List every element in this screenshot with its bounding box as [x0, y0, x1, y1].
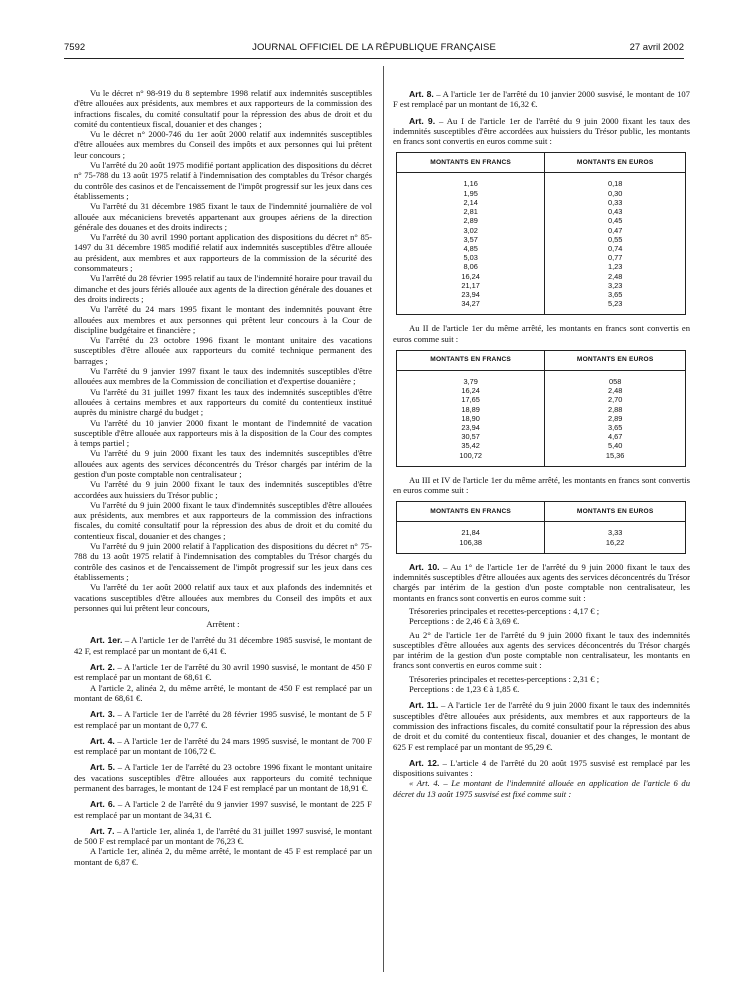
paragraph-iii: Au III et IV de l'article 1er du même arrêté, les montants en francs sont convertis en euros comme suit : — [393, 474, 690, 496]
article-label: Art. 7. — [90, 825, 115, 836]
visa-paragraph: Vu l'arrêté du 20 août 1975 modifié portant application des dispositions du décret n° 75-788 du 13 août 1975 relatif à l'indemnisation des comptables du Trésor chargés du contrôle des casinos et de l'encaissement de l'impôt progressif sur les jeux dans ces établissements ; — [74, 160, 372, 201]
table-row — [397, 173, 686, 189]
page-header — [64, 42, 684, 56]
amount-francs-cell: 21,17 — [397, 281, 545, 290]
table-row — [397, 198, 686, 207]
visa-paragraph: Vu l'arrêté du 31 décembre 1985 fixant le taux de l'indemnité journalière de vol allouée aux mécaniciens brevetés appartenant aux groupes aériens de la direction générale des douanes et des droits indirects ; — [74, 201, 372, 232]
table-row — [397, 272, 686, 281]
amount-euros-cell: 2,48 — [545, 272, 686, 281]
article-paragraph — [74, 683, 372, 704]
conversion-table-1 — [396, 152, 686, 315]
table-row — [397, 281, 686, 290]
amount-francs-cell: 2,89 — [397, 216, 545, 225]
amount-francs-cell: 34,27 — [397, 299, 545, 315]
amount-francs-cell: 30,57 — [397, 432, 545, 441]
article-9 — [393, 116, 690, 147]
amount-francs-cell: 1,95 — [397, 189, 545, 198]
article-12-label: Art. 12. — [409, 757, 440, 768]
amount-euros-cell: 5,23 — [545, 299, 686, 315]
table-row — [397, 395, 686, 404]
article-paragraph — [74, 635, 372, 656]
article-label: Art. 4. — [90, 735, 115, 746]
table-row — [397, 423, 686, 432]
amount-francs-cell: 16,24 — [397, 386, 545, 395]
amount-euros-cell: 0,30 — [545, 189, 686, 198]
column-divider — [383, 66, 384, 972]
table-row — [397, 299, 686, 315]
article-12 — [393, 758, 690, 779]
amount-euros-cell: 0,33 — [545, 198, 686, 207]
art10-paragraph-2: Au 2° de l'article 1er de l'arrêté du 9 juin 2000 fixant le taux des indemnités susceptibles d'être allouées aux agents des services déconcentrés du Trésor chargés par intérim de la gestion d'un poste comptable non centralisateur, les montants en francs sont convertis en euros comme suit : — [393, 629, 690, 671]
amount-euros-cell: 3,65 — [545, 290, 686, 299]
amount-francs-cell: 106,38 — [397, 538, 545, 554]
amount-francs-cell: 8,06 — [397, 262, 545, 271]
amount-euros-cell: 0,55 — [545, 235, 686, 244]
amount-euros-cell: 0,45 — [545, 216, 686, 225]
paragraph-ii: Au II de l'article 1er du même arrêté, les montants en francs sont convertis en euros comme suit : — [393, 323, 690, 344]
article-12-text: – L'article 4 de l'arrêté du 20 août 1975 susvisé est remplacé par les dispositions suivantes : — [393, 757, 690, 779]
visas-list — [74, 88, 372, 613]
visa-paragraph: Vu le décret n° 2000-746 du 1er août 2000 relatif aux indemnités susceptibles d'être allouées aux membres du Conseil des impôts et aux personnes qui lui prêtent leur concours ; — [74, 129, 372, 160]
table-row — [397, 441, 686, 450]
amount-francs-cell: 23,94 — [397, 423, 545, 432]
table-header-francs: MONTANTS EN FRANCS — [397, 153, 545, 173]
right-column — [393, 89, 690, 799]
table-row — [397, 432, 686, 441]
visa-paragraph: Vu le décret n° 98-919 du 8 septembre 1998 relatif aux indemnités susceptibles d'être allouées aux présidents, aux membres et aux rapporteurs de la commission des infractions fiscales, du comité consultatif pour la répression des abus de droit et du comité du contentieux fiscal, douanier et des changes ; — [74, 88, 372, 129]
amount-euros-cell: 2,88 — [545, 405, 686, 414]
amount-euros-cell: 0,77 — [545, 253, 686, 262]
table-row — [397, 262, 686, 271]
amount-euros-cell: 058 — [545, 370, 686, 386]
table-row — [397, 386, 686, 395]
publication-date: 27 avril 2002 — [629, 42, 684, 53]
article-label: Art. 3. — [90, 709, 115, 720]
amount-euros-cell: 0,47 — [545, 226, 686, 235]
amount-francs-cell: 100,72 — [397, 451, 545, 467]
amount-francs-cell: 4,85 — [397, 244, 545, 253]
amount-euros-cell: 3,23 — [545, 281, 686, 290]
article-8-label: Art. 8. — [409, 89, 434, 99]
amount-euros-cell: 16,22 — [545, 538, 686, 554]
amount-francs-cell: 18,89 — [397, 405, 545, 414]
amount-euros-cell: 15,36 — [545, 451, 686, 467]
article-11 — [393, 700, 690, 751]
header-rule — [64, 58, 684, 59]
amount-francs-cell: 17,65 — [397, 395, 545, 404]
table-row — [397, 290, 686, 299]
article-paragraph — [74, 846, 372, 867]
table-row — [397, 253, 686, 262]
article-text: A l'article 1er, alinéa 2, du même arrêté, le montant de 45 F est remplacé par un montant de 6,87 €. — [74, 846, 372, 867]
article-paragraph — [74, 799, 372, 820]
table-header-francs: MONTANTS EN FRANCS — [397, 350, 545, 370]
article-paragraph — [74, 709, 372, 730]
visa-paragraph: Vu l'arrêté du 9 juin 2000 relatif à l'application des dispositions du décret n° 75-788 du 13 août 1975 relatif à l'indemnisation des comptables du Trésor chargés du contrôle des casinos et de l'encaissement de l'impôt progressif sur les jeux dans ces établissements ; — [74, 541, 372, 582]
amount-euros-cell: 0,74 — [545, 244, 686, 253]
table-header-euros: MONTANTS EN EUROS — [545, 502, 686, 522]
visa-paragraph: Vu l'arrêté du 28 février 1995 relatif au taux de l'indemnité horaire pour travail du dimanche et des jours fériés allouée aux agents de la direction générale des douanes et des droits indirects ; — [74, 273, 372, 304]
amount-euros-cell: 5,40 — [545, 441, 686, 450]
article-paragraph — [74, 826, 372, 847]
table-row — [397, 538, 686, 554]
article-label: Art. 1er. — [90, 635, 123, 646]
amount-euros-cell: 2,89 — [545, 414, 686, 423]
amount-francs-cell: 3,02 — [397, 226, 545, 235]
articles-left — [74, 635, 372, 867]
amount-euros-cell: 2,48 — [545, 386, 686, 395]
article-text: – A l'article 1er de l'arrêté du 24 mars 1995 susvisé, le montant de 700 F est remplacé par un montant de 106,72 €. — [74, 735, 372, 757]
article-text: – A l'article 2 de l'arrêté du 9 janvier 1997 susvisé, le montant de 225 F est remplacé par un montant de 34,31 €. — [74, 799, 372, 820]
article-text: – A l'article 1er, alinéa 1, de l'arrêté du 31 juillet 1997 susvisé, le montant de 500 F est remplacé par un montant de 76,23 €. — [74, 825, 372, 847]
amount-francs-cell: 2,14 — [397, 198, 545, 207]
amount-euros-cell: 0,18 — [545, 173, 686, 189]
visa-paragraph: Vu l'arrêté du 9 juin 2000 fixant le taux d'indemnités susceptibles d'être allouées aux présidents, aux membres et aux rapporteurs de la commission des infractions fiscales, du comité consultatif pour la répression des abus de droit et du comité du contentieux fiscal, douanier et des changes ; — [74, 499, 372, 541]
arretent-heading: Arrêtent : — [206, 619, 240, 630]
table-row — [397, 370, 686, 386]
visa-paragraph: Vu l'arrêté du 31 juillet 1997 fixant les taux des indemnités susceptibles d'être allouées à certains membres et aux rapporteurs du comité du contentieux institué auprès du ministre chargé du budget ; — [74, 386, 372, 418]
amount-francs-cell: 5,03 — [397, 253, 545, 262]
amount-euros-cell: 3,65 — [545, 423, 686, 432]
conversion-table-2 — [396, 350, 686, 467]
visa-paragraph: Vu l'arrêté du 30 avril 1990 portant application des dispositions du décret n° 85-1497 du 31 décembre 1985 modifié relatif aux indemnités susceptibles d'être allouée au président, aux membres et aux rapporteurs de la commission de la sécurité des consommateurs ; — [74, 232, 372, 274]
article-label: Art. 6. — [90, 799, 116, 810]
amount-euros-cell: 3,33 — [545, 522, 686, 538]
journal-title: JOURNAL OFFICIEL DE LA RÉPUBLIQUE FRANÇAISE — [252, 42, 496, 53]
article-text: – A l'article 1er de l'arrêté du 31 décembre 1985 susvisé, le montant de 42 F, est remplacé par un montant de 6,41 €. — [74, 635, 372, 656]
amount-francs-cell: 35,42 — [397, 441, 545, 450]
article-10-text: – Au 1° de l'article 1er de l'arrêté du 9 juin 2000 fixant le taux des indemnités susceptibles d'être allouées aux agents des services déconcentrés du Trésor chargés par intérim de la gestion d'un poste comptable non centralisateur, les montants en francs sont convertis en euros comme suit : — [393, 561, 690, 603]
article-label: Art. 5. — [90, 762, 115, 773]
table-row — [397, 414, 686, 423]
table-row — [397, 207, 686, 216]
table-header-francs: MONTANTS EN FRANCS — [397, 502, 545, 522]
art10-line: Perceptions : de 2,46 € à 3,69 €. — [409, 616, 520, 627]
amount-euros-cell: 0,43 — [545, 207, 686, 216]
amount-francs-cell: 18,90 — [397, 414, 545, 423]
article-text: – A l'article 1er de l'arrêté du 30 avril 1990 susvisé, le montant de 450 F est remplacé par un montant de 68,61 €. — [74, 662, 372, 683]
amount-francs-cell: 16,24 — [397, 272, 545, 281]
page-number: 7592 — [64, 42, 86, 53]
article-paragraph — [74, 662, 372, 683]
article-paragraph — [74, 762, 372, 793]
amount-francs-cell: 1,16 — [397, 173, 545, 189]
conversion-table-3 — [396, 501, 686, 553]
amount-francs-cell: 21,84 — [397, 522, 545, 538]
visa-paragraph: Vu l'arrêté du 23 octobre 1996 fixant le montant unitaire des vacations susceptibles d'être allouée aux rapporteurs du comité technique permanent des barrages ; — [74, 335, 372, 366]
amount-euros-cell: 1,23 — [545, 262, 686, 271]
table-row — [397, 189, 686, 198]
article-text: – A l'article 1er de l'arrêté du 28 février 1995 susvisé, le montant de 5 F est remplacé par un montant de 0,77 €. — [74, 709, 372, 730]
visa-paragraph: Vu l'arrêté du 10 janvier 2000 fixant le montant de l'indemnité de vacation susceptible d'être allouée aux rapporteurs mis à la disposition de la Cour des comptes à temps partiel ; — [74, 417, 372, 449]
table-row — [397, 405, 686, 414]
left-column — [74, 88, 372, 867]
article-11-label: Art. 11. — [409, 700, 439, 711]
amount-francs-cell: 2,81 — [397, 207, 545, 216]
article-8-text: – A l'article 1er de l'arrêté du 10 janvier 2000 susvisé, le montant de 107 F est remplacé par un montant de 16,32 €. — [393, 89, 690, 110]
article-12-quote: « Art. 4. – Le montant de l'indemnité allouée en application de l'article 6 du décret du 13 août 1975 susvisé est fixé comme suit : — [393, 778, 690, 799]
amount-euros-cell: 2,70 — [545, 395, 686, 404]
table-row — [397, 522, 686, 538]
article-9-text: – Au I de l'article 1er de l'arrêté du 9 juin 2000 fixant les taux des indemnités susceptibles d'être accordées aux huissiers du Trésor public, les montants en francs sont convertis en euros comme suit : — [393, 115, 691, 147]
amount-francs-cell: 3,57 — [397, 235, 545, 244]
visa-paragraph: Vu l'arrêté du 24 mars 1995 fixant le montant des indemnités pouvant être allouées aux membres et aux personnes qui prêtent leur concours à la Cour de discipline budgétaire et financière ; — [74, 304, 372, 335]
amount-francs-cell: 23,94 — [397, 290, 545, 299]
table-row — [397, 216, 686, 225]
article-10-label: Art. 10. — [409, 561, 440, 572]
table-header-euros: MONTANTS EN EUROS — [545, 153, 686, 173]
article-11-text: – A l'article 1er de l'arrêté du 9 juin 2000 fixant le taux des indemnités susceptibles d'être allouées aux présidents, aux membres et aux rapporteurs de la commission des infractions fiscales, du comité consultatif pour la répression des abus de droit et du comité du contentieux fiscal, douanier et des changes, le montant de 625 F est remplacé par un montant de 95,29 €. — [393, 700, 690, 752]
art10-line: Perceptions : de 1,23 € à 1,85 €. — [409, 684, 520, 695]
article-text: A l'article 2, alinéa 2, du même arrêté, le montant de 450 F est remplacé par un montant de 68,61 €. — [74, 682, 372, 703]
table-header-euros: MONTANTS EN EUROS — [545, 350, 686, 370]
amount-euros-cell: 4,67 — [545, 432, 686, 441]
article-8 — [393, 89, 690, 110]
article-9-label: Art. 9. — [409, 115, 436, 126]
visa-paragraph: Vu l'arrêté du 9 juin 2000 fixant le taux des indemnités susceptibles d'être accordées aux huissiers du Trésor public ; — [74, 479, 372, 500]
visa-paragraph: Vu l'arrêté du 1er août 2000 relatif aux taux et aux plafonds des indemnités et vacations susceptibles d'être allouées aux membres du Conseil des impôts et aux personnes qui lui prêtent leur concours, — [74, 582, 372, 613]
amount-francs-cell: 3,79 — [397, 370, 545, 386]
article-text: – A l'article 1er de l'arrêté du 23 octobre 1996 fixant le montant unitaire des vacations susceptibles d'être allouées aux rapporteurs du comité technique permanent des barrages, le montant de 124 F est remplacé par un montant de 18,91 €. — [74, 762, 373, 793]
table-row — [397, 451, 686, 467]
table-row — [397, 235, 686, 244]
table-row — [397, 226, 686, 235]
art10-line: Trésoreries principales et recettes-perceptions : 4,17 € ; — [409, 605, 600, 616]
article-paragraph — [74, 736, 372, 757]
visa-paragraph: Vu l'arrêté du 9 janvier 1997 fixant le taux des indemnités susceptibles d'être allouées aux membres de la Commission de conciliation et d'expertise douanière ; — [74, 366, 372, 387]
art10-line: Trésoreries principales et recettes-perceptions : 2,31 € ; — [409, 673, 600, 684]
visa-paragraph: Vu l'arrêté du 9 juin 2000 fixant les taux des indemnités susceptibles d'être allouées aux agents des services déconcentrés du Trésor chargés par intérim de la gestion d'un poste comptable non centralisateur ; — [74, 448, 372, 479]
article-10 — [393, 562, 690, 603]
article-label: Art. 2. — [90, 662, 115, 673]
table-row — [397, 244, 686, 253]
